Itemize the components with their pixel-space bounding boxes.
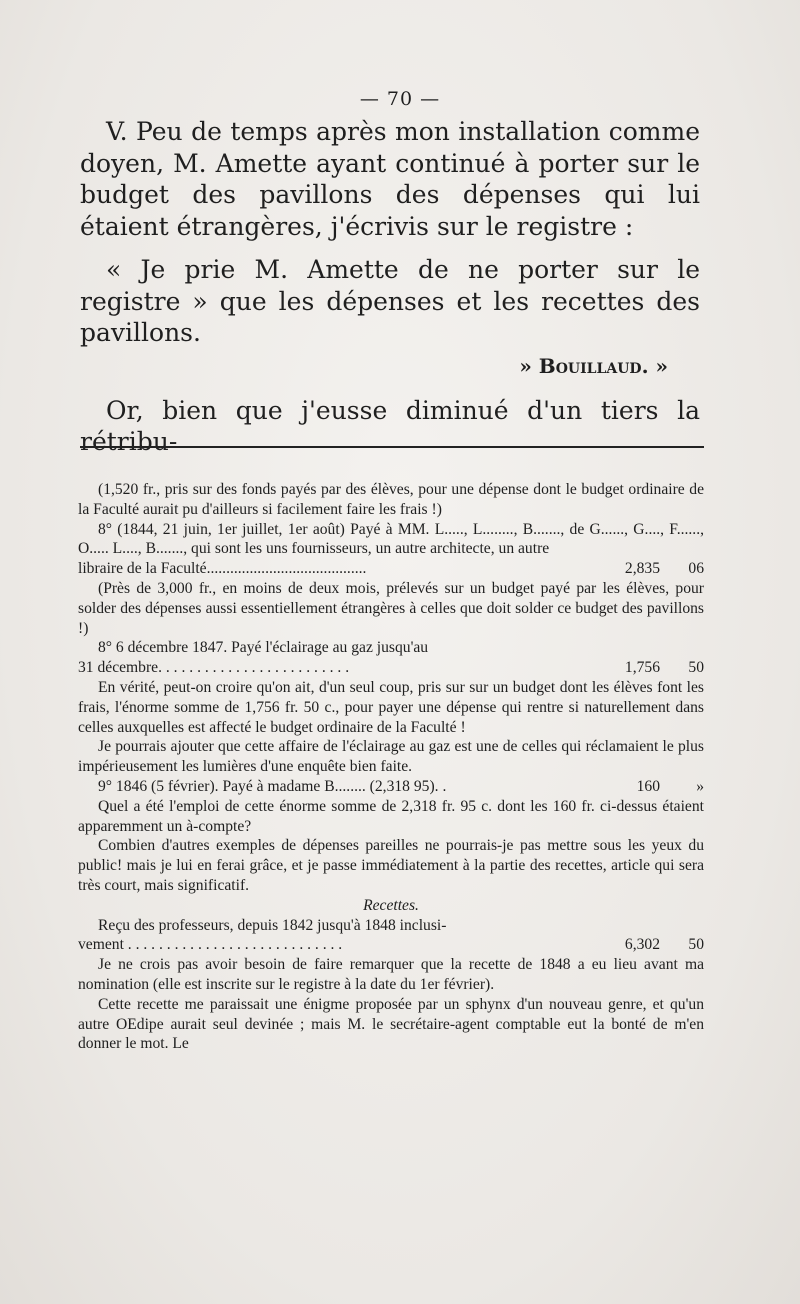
amount: 6,302 [624, 936, 660, 954]
receipt-line [78, 935, 704, 955]
amount: 2,835 [624, 560, 660, 578]
main-text [80, 116, 700, 458]
page-number: — 70 — [359, 88, 441, 110]
note-paragraph: Combien d'autres exemples de dépenses pareilles ne pourrais-je pas mettre sous les yeux du public! mais je lui en ferai grâce, et je passe immédiatement à la partie des recettes, article qui sera très court, mais significatif. [78, 837, 704, 894]
item-label: libraire de la Faculté......................................... [78, 560, 367, 578]
note-paragraph: Cette recette me paraissait une énigme proposée par un sphynx d'un nouveau genre, et qu'un autre OEdipe aurait seul devinée ; mais M. le secrétaire-agent comptable eut la bonté de m'en donner le mot. Le [78, 995, 704, 1053]
note-item-8-head: 8° (1844, 21 juin, 1er juillet, 1er août) Payé à MM. L....., L........, B......., de G......, G...., F......, O..... L...., B......., qui sont les uns fournisseurs, un autre architecte, un autre [78, 520, 704, 558]
footnotes [78, 480, 704, 1054]
note-paragraph: (1,520 fr., pris sur des fonds payés par des élèves, pour une dépense dont le budget ordinaire de la Faculté aurait pu d'ailleurs si facilement faire les frais !) [78, 481, 704, 518]
cents: 06 [688, 560, 704, 578]
item-label: vement . . . . . . . . . . . . . . . . . . . . . . . . . . . . [78, 936, 343, 954]
signature: » Bouillaud. » [519, 353, 668, 378]
amount: 160 [636, 777, 660, 795]
note-paragraph: (Près de 3,000 fr., en moins de deux mois, prélevés sur un budget payé par les élèves, pour solder des dépenses aussi essentiellement étrangères à celles que doit solder ce budget des pavillons !) [78, 579, 704, 637]
note-item-8b-line [78, 658, 704, 678]
paragraph-or: Or, bien que j'eusse diminué d'un tiers la rétribu- [80, 395, 700, 456]
quote-text: « Je prie M. Amette de ne porter sur le registre » que les dépenses et les recettes des pavillons. [80, 255, 700, 347]
note-item-8b-head: 8° 6 décembre 1847. Payé l'éclairage au gaz jusqu'au [98, 639, 429, 657]
paragraph-v: V. Peu de temps après mon installation comme doyen, M. Amette ayant continué à porter sur le budget des pavillons des dépenses qui lui étaient étrangères, j'écrivis sur le registre : [80, 117, 700, 241]
section-heading: Recettes. [363, 896, 419, 914]
note-paragraph: En vérité, peut-on croire qu'on ait, d'un seul coup, pris sur sur un budget dont les élèves font les frais, l'énorme somme de 1,756 fr. 50 c., pour payer une dépense qui rentre si naturellement dans celles auxquelles est affecté le budget ordinaire de la Faculté ! [78, 678, 704, 736]
note-paragraph: Je pourrais ajouter que cette affaire de l'éclairage au gaz est une de celles qui réclamaient le plus impérieusement les lumières d'une enquête bien faite. [78, 738, 704, 776]
note-paragraph: Quel a été l'emploi de cette énorme somme de 2,318 fr. 95 c. dont les 160 fr. ci-dessus étaient apparemment un à-compte? [78, 797, 704, 835]
item-label: 31 décembre. . . . . . . . . . . . . . . . . . . . . . . . . [78, 659, 350, 677]
footnote-rule [80, 446, 704, 448]
note-paragraph: Je ne crois pas avoir besoin de faire remarquer que la recette de 1848 a eu lieu avant ma nomination (elle est inscrite sur le registre à la date du 1er février). [78, 956, 704, 993]
receipt-head: Reçu des professeurs, depuis 1842 jusqu'à 1848 inclusi- [98, 916, 447, 934]
cents: 50 [688, 936, 704, 954]
cents: 50 [688, 659, 704, 677]
amount: 1,756 [624, 659, 660, 677]
cents: » [696, 777, 704, 795]
note-item-9-line [78, 777, 704, 797]
item-label: 9° 1846 (5 février). Payé à madame B........ (2,318 95). . [98, 777, 447, 795]
note-item-8-line [78, 559, 704, 579]
